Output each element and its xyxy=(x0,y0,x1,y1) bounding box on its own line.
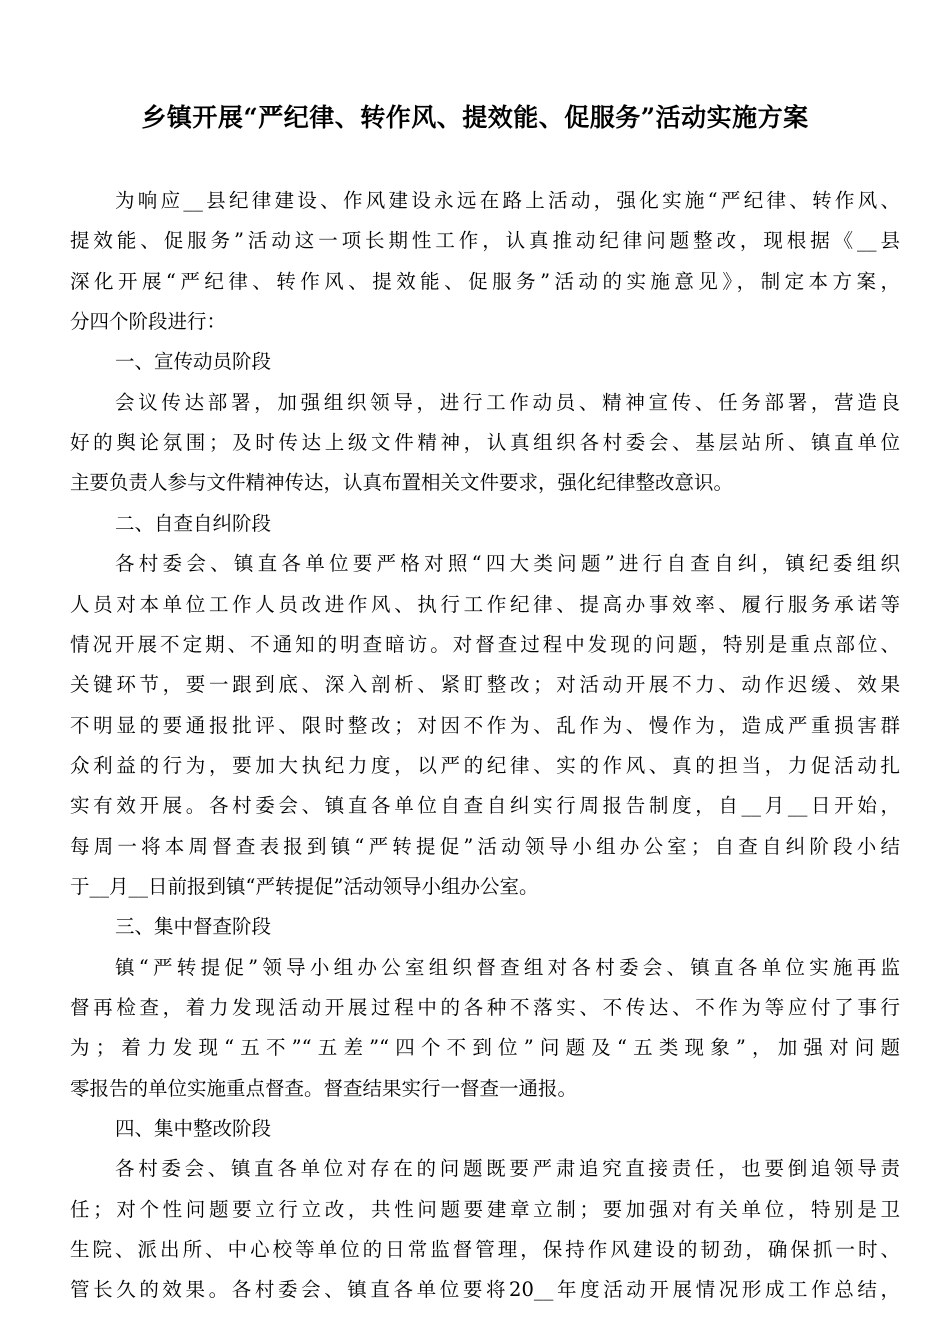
body-text-line: 于__月__日前报到镇“严转提促”活动领导小组办公室。 xyxy=(70,874,539,898)
body-text-line: 好的舆论氛围；及时传达上级文件精神，认真组织各村委会、基层站所、镇直单位 xyxy=(70,431,900,455)
document-title: 乡镇开展“严纪律、转作风、提效能、促服务”活动实施方案 xyxy=(141,103,809,132)
body-text-line: 一、宣传动员阶段 xyxy=(115,350,272,374)
body-text-line: 每周一将本周督查表报到镇“严转提促”活动领导小组办公室；自查自纠阶段小结 xyxy=(70,834,900,858)
body-text-line: 三、集中督查阶段 xyxy=(115,915,272,939)
body-text-line: 生院、派出所、中心校等单位的日常监督管理，保持作风建设的韧劲，确保抓一时、 xyxy=(70,1238,900,1262)
body-text-line: 各村委会、镇直各单位要严格对照“四大类问题”进行自查自纠，镇纪委组织 xyxy=(115,552,900,576)
body-text-line: 实有效开展。各村委会、镇直各单位自查自纠实行周报告制度，自__月__日开始， xyxy=(70,794,900,818)
body-text-line: 各村委会、镇直各单位对存在的问题既要严肃追究直接责任，也要倒追领导责 xyxy=(115,1157,900,1181)
body-text-line: 不明显的要通报批评、限时整改；对因不作为、乱作为、慢作为，造成严重损害群 xyxy=(70,713,900,737)
body-text-line: 零报告的单位实施重点督查。督查结果实行一督查一通报。 xyxy=(70,1076,578,1100)
body-text-line: 管长久的效果。各村委会、镇直各单位要将20__年度活动开展情况形成工作总结， xyxy=(70,1278,900,1302)
body-text-line: 会议传达部署，加强组织领导，进行工作动员、精神宣传、任务部署，营造良 xyxy=(115,390,900,414)
body-text-line: 四、集中整改阶段 xyxy=(115,1117,272,1141)
body-text-line: 分四个阶段进行： xyxy=(70,310,227,334)
body-text-line: 任；对个性问题要立行立改，共性问题要建章立制；要加强对有关单位，特别是卫 xyxy=(70,1197,900,1221)
body-text-line: 情况开展不定期、不通知的明查暗访。对督查过程中发现的问题，特别是重点部位、 xyxy=(70,632,900,656)
body-text-line: 为响应__县纪律建设、作风建设永远在路上活动，强化实施“严纪律、转作风、 xyxy=(115,189,900,212)
body-text-line: 人员对本单位工作人员改进作风、执行工作纪律、提高办事效率、履行服务承诺等 xyxy=(70,592,900,616)
body-text-line: 二、自查自纠阶段 xyxy=(115,511,272,535)
body-text-line: 提效能、促服务”活动这一项长期性工作，认真推动纪律问题整改，现根据《__县 xyxy=(70,229,900,253)
body-text-line: 镇“严转提促”领导小组办公室组织督查组对各村委会、镇直各单位实施再监 xyxy=(115,955,900,979)
body-text-line: 主要负责人参与文件精神传达，认真布置相关文件要求，强化纪律整改意识。 xyxy=(70,471,734,495)
body-text-line: 深化开展“严纪律、转作风、提效能、促服务”活动的实施意见》，制定本方案， xyxy=(70,269,900,293)
body-text-line: 关键环节，要一跟到底、深入剖析、紧盯整改；对活动开展不力、动作迟缓、效果 xyxy=(70,673,900,697)
body-text-line: 众利益的行为，要加大执纪力度，以严的纪律、实的作风、真的担当，力促活动扎 xyxy=(70,753,900,777)
body-text-line: 督再检查，着力发现活动开展过程中的各种不落实、不传达、不作为等应付了事行 xyxy=(70,996,900,1019)
body-text-line: 为；着力发现“五不”“五差”“四个不到位”问题及“五类现象”，加强对问题 xyxy=(70,1036,900,1060)
